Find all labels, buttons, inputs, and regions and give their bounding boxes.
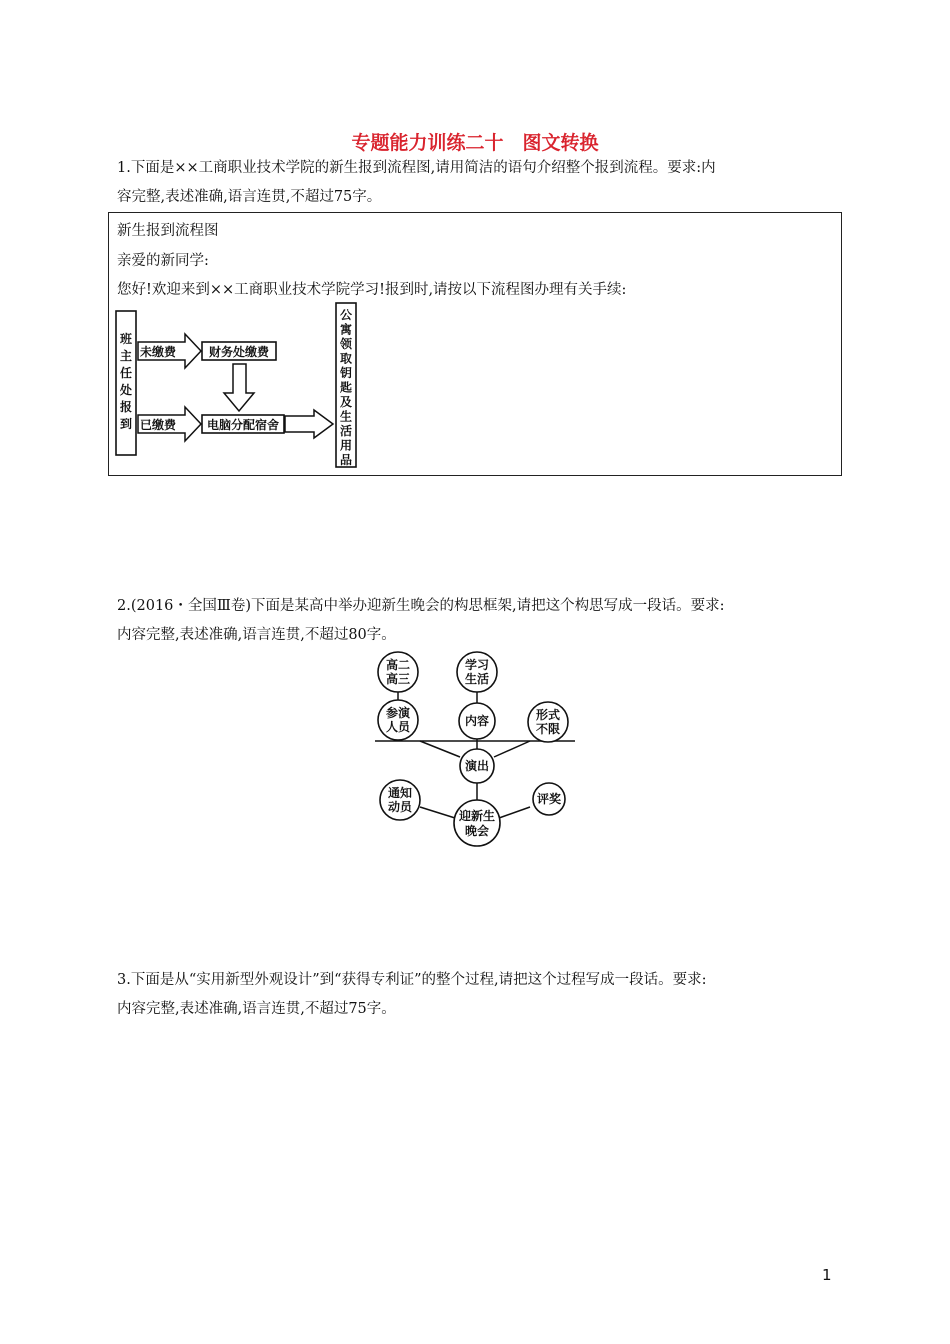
flow-start-char: 任: [119, 366, 133, 380]
node-party-label: 迎新生: [458, 809, 496, 823]
question-2: [117, 592, 842, 650]
registration-flowchart: [109, 297, 843, 477]
page-title: 专题能力训练二十 图文转换: [351, 132, 599, 154]
question-3-line-1: 3.下面是从“实用新型外观设计”到“获得专利证”的整个过程,请把这个过程写成一段话。要求:: [117, 972, 707, 988]
node-participants-label: 人员: [385, 720, 411, 734]
question-2-line-1: 2.(2016・全国Ⅲ卷)下面是某高中举办迎新生晚会的构思框架,请把这个构思写成一段话。要求:: [117, 598, 725, 614]
node-grades-label: 高二: [385, 658, 411, 672]
page-number: 1: [822, 1266, 832, 1284]
flow-end-char: 公: [339, 308, 353, 322]
question-3: [117, 966, 842, 1024]
flow-end-char: 匙: [339, 380, 353, 395]
node-notice-label: 动员: [387, 800, 413, 814]
notice-title: 新生报到流程图: [117, 223, 219, 239]
question-2-line-2: 内容完整,表述准确,语言连贯,不超过80字。: [117, 627, 396, 643]
node-form-label: 不限: [535, 722, 561, 736]
question-1-line-1: 1.下面是××工商职业技术学院的新生报到流程图,请用简洁的语句介绍整个报到流程。要求:内: [117, 160, 716, 176]
flow-start-char: 处: [119, 383, 133, 397]
branch-line: [499, 807, 530, 818]
unpaid-label: 未缴费: [140, 345, 177, 359]
paid-label: 已缴费: [140, 418, 177, 432]
question-1-line-2: 容完整,表述准确,语言连贯,不超过75字。: [117, 189, 382, 205]
flow-end-char: 领: [339, 337, 353, 351]
branch-line: [420, 741, 460, 757]
node-grades-label: 高三: [385, 672, 411, 686]
question-1: [117, 154, 842, 212]
registration-notice-box: [108, 212, 842, 476]
to-end-arrow: [285, 410, 333, 438]
flow-start-char: 报: [119, 400, 133, 414]
dorm-label: 电脑分配宿舍: [206, 418, 280, 432]
down-arrow: [224, 364, 254, 411]
node-form-label: 形式: [535, 708, 561, 722]
flow-end-char: 生: [339, 409, 353, 424]
flow-end-char: 品: [339, 453, 353, 467]
flow-end-char: 用: [339, 438, 353, 453]
branch-line: [494, 741, 530, 757]
flow-start-char: 主: [119, 349, 133, 363]
flow-start-char: 班: [119, 332, 133, 346]
question-3-line-2: 内容完整,表述准确,语言连贯,不超过75字。: [117, 1001, 396, 1017]
node-content-label: 内容: [464, 714, 490, 728]
branch-line: [420, 807, 455, 818]
party-tree-diagram: [0, 645, 950, 855]
node-participants-label: 参演: [385, 706, 411, 720]
node-study-label: 生活: [464, 672, 490, 686]
node-study-label: 学习: [464, 658, 490, 672]
finance-label: 财务处缴费: [208, 345, 270, 359]
flow-end-char: 取: [339, 351, 353, 366]
node-party-label: 晚会: [464, 824, 490, 838]
node-award-label: 评奖: [536, 792, 562, 806]
notice-greeting: 亲爱的新同学:: [117, 253, 209, 269]
flow-end-char: 及: [339, 395, 353, 409]
node-notice-label: 通知: [387, 786, 413, 800]
node-perform-label: 演出: [464, 759, 490, 773]
flow-end-char: 寓: [339, 322, 353, 337]
flow-end-char: 钥: [339, 366, 353, 380]
notice-intro: 您好!欢迎来到××工商职业技术学院学习!报到时,请按以下流程图办理有关手续:: [117, 282, 627, 298]
node-party: [454, 800, 500, 846]
flow-end-char: 活: [339, 424, 353, 438]
flow-start-char: 到: [119, 417, 133, 431]
